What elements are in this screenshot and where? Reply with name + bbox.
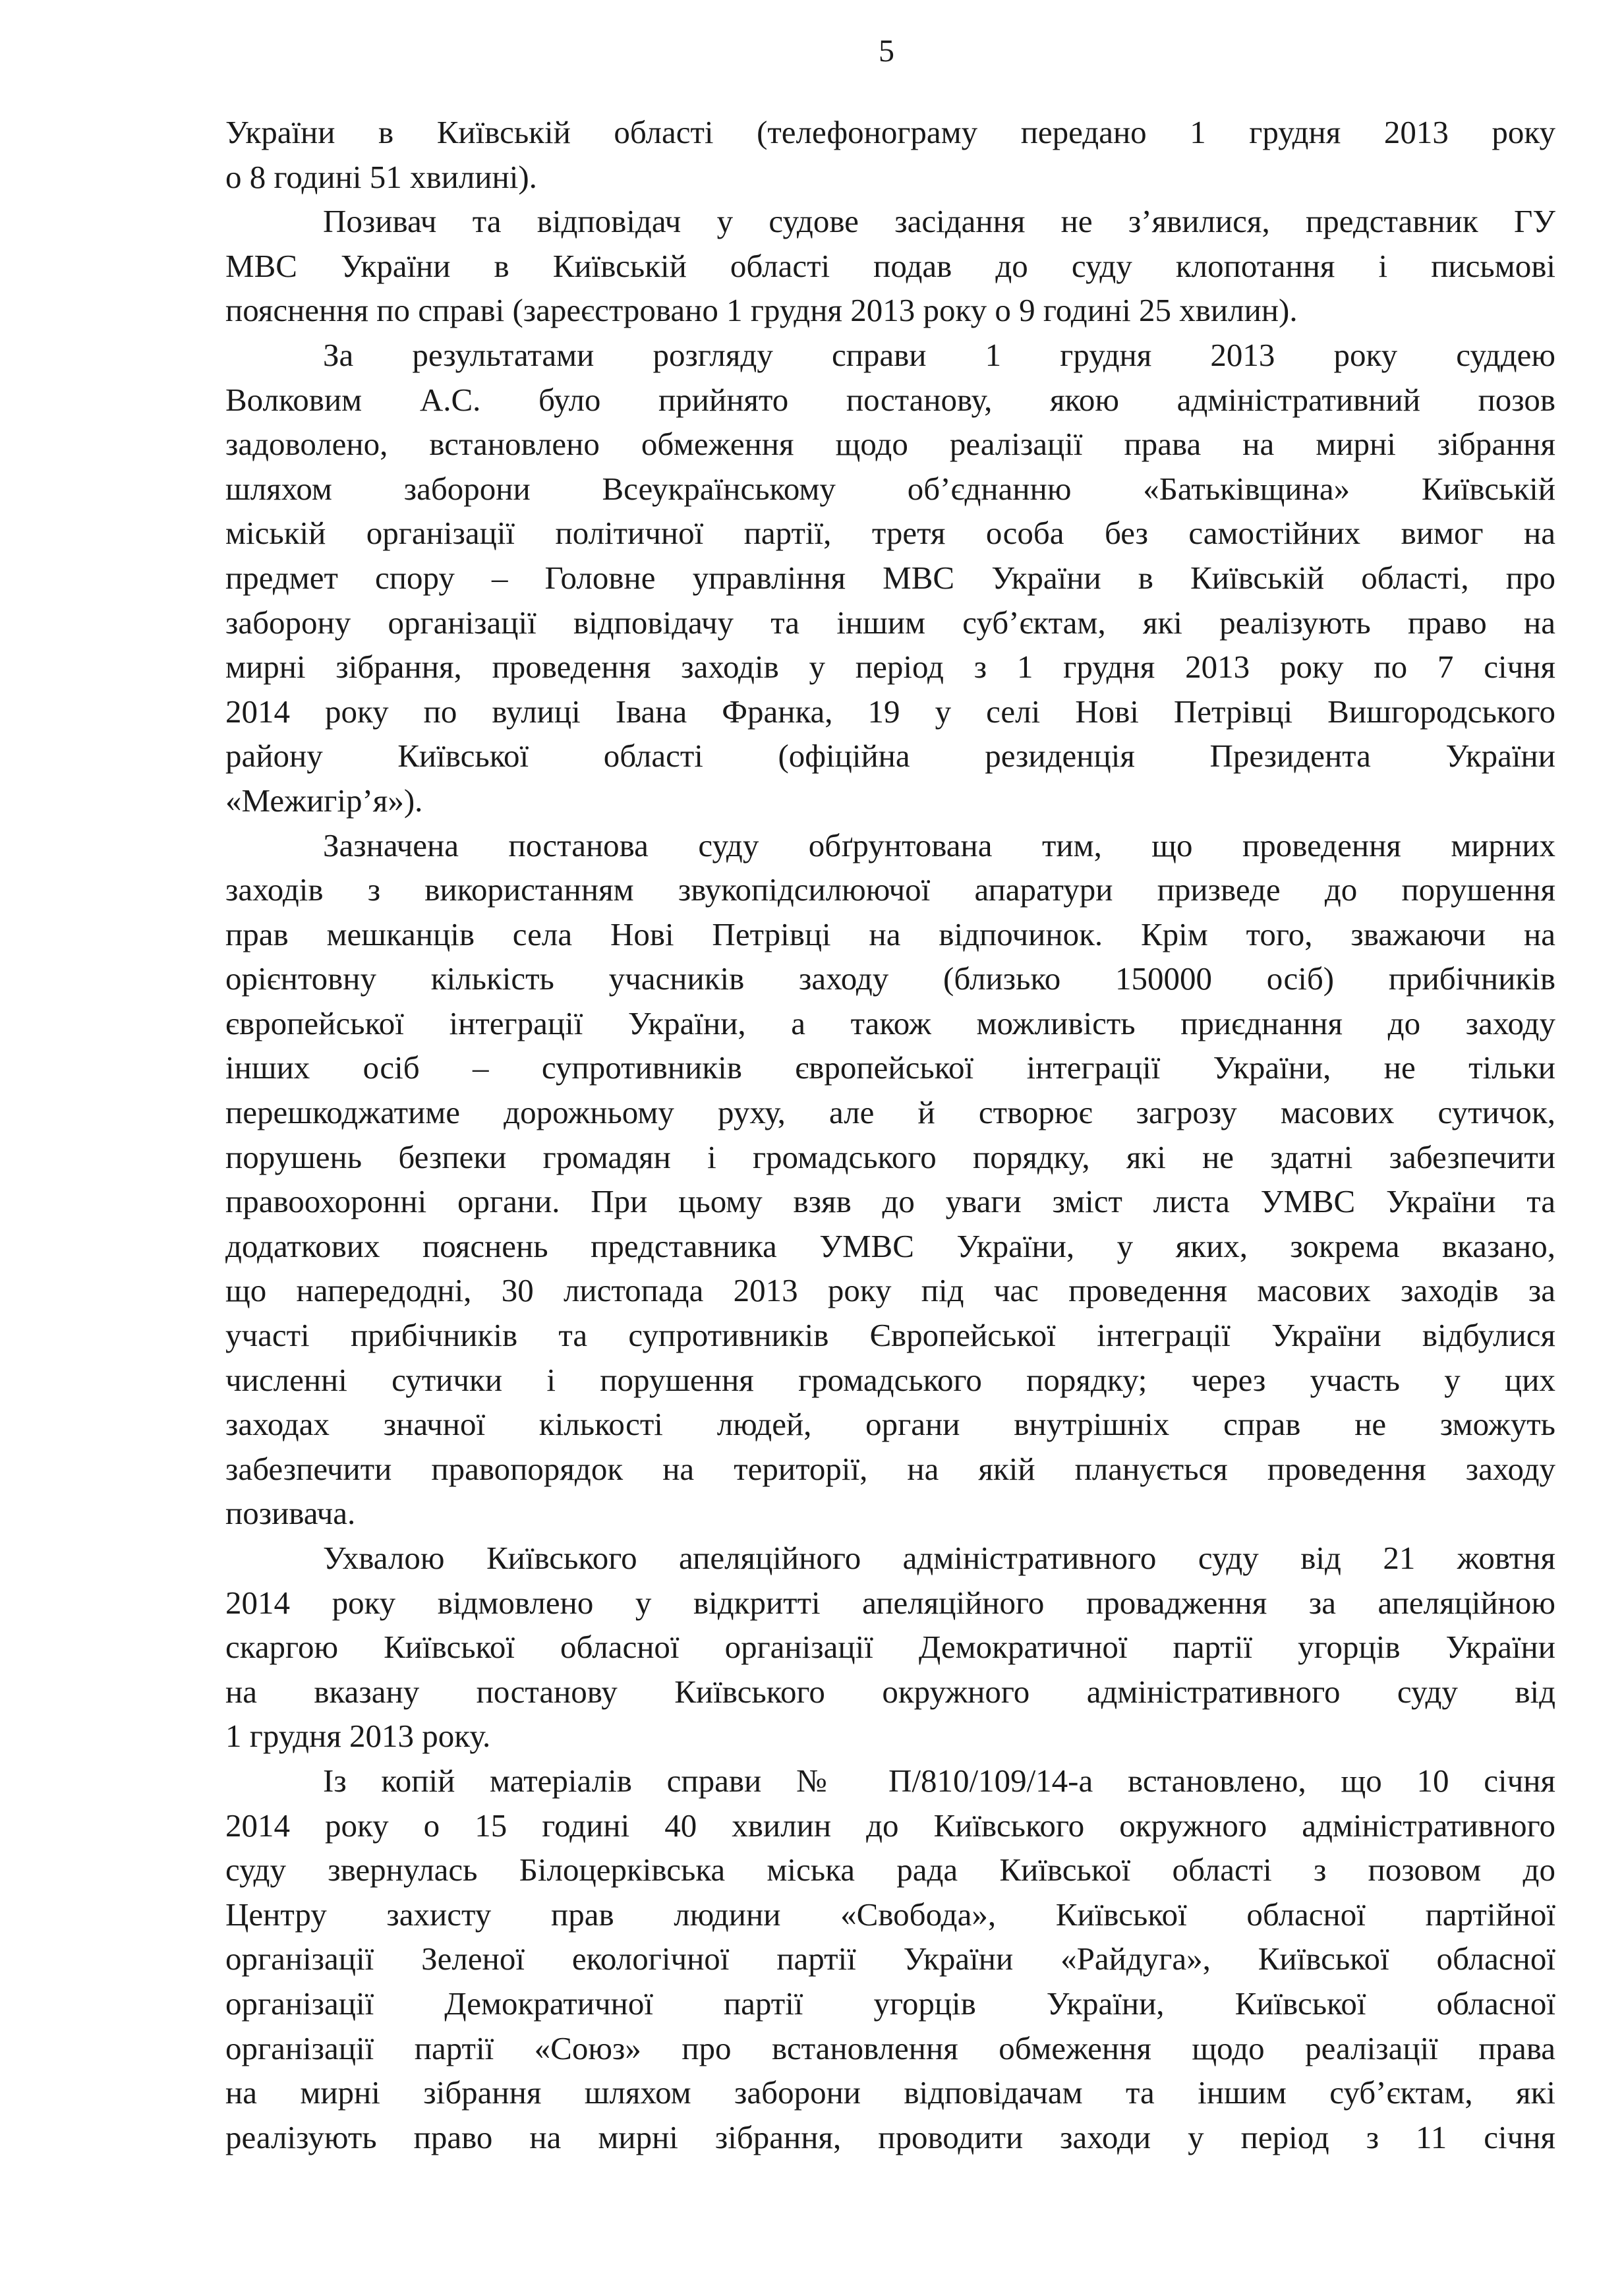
paragraph (225, 333, 1555, 823)
text-line: району Київської області (офіційна резиденція Президента України (225, 738, 1555, 774)
text-line: правоохоронні органи. При цьому взяв до уваги зміст листа УМВС України та (225, 1183, 1555, 1220)
text-line: Волковим А.С. було прийнято постанову, якою адміністративний позов (225, 381, 1555, 418)
document-body (225, 110, 1555, 2159)
text-line: на мирні зібрання шляхом заборони відповідачам та іншим суб’єктам, які (225, 2074, 1555, 2111)
paragraph (225, 110, 1555, 199)
text-line: заходів з використанням звукопідсилюючої апаратури призведе до порушення (225, 871, 1555, 908)
text-line: 2014 року о 15 годині 40 хвилин до Київського окружного адміністративного (225, 1807, 1555, 1844)
text-line: що напередодні, 30 листопада 2013 року під час проведення масових заходів за (225, 1272, 1555, 1309)
page-number: 5 (879, 34, 894, 69)
text-line: предмет спору – Головне управління МВС України в Київській області, про (225, 559, 1555, 596)
text-line: Центру захисту прав людини «Свобода», Київської обласної партійної (225, 1896, 1555, 1933)
text-line: інших осіб – супротивників європейської інтеграції України, не тільки (225, 1049, 1555, 1086)
paragraph (225, 199, 1555, 333)
text-line: Позивач та відповідач у судове засідання не з’явилися, представник ГУ (323, 203, 1555, 240)
text-line: МВС України в Київській області подав до суду клопотання і письмові (225, 247, 1555, 284)
text-line: 2014 року по вулиці Івана Франка, 19 у селі Нові Петрівці Вишгородського (225, 693, 1555, 730)
paragraph (225, 823, 1555, 1536)
text-line: шляхом заборони Всеукраїнському об’єднанню «Батьківщина» Київській (225, 470, 1555, 507)
text-line: міській організації політичної партії, третя особа без самостійних вимог на (225, 515, 1555, 552)
text-line: перешкоджатиме дорожньому руху, але й створює загрозу масових сутичок, (225, 1094, 1555, 1131)
text-line: 1 грудня 2013 року. (225, 1718, 491, 1755)
text-line: мирні зібрання, проведення заходів у період з 1 грудня 2013 року по 7 січня (225, 649, 1555, 686)
text-line: задоволено, встановлено обмеження щодо реалізації права на мирні зібрання (225, 426, 1555, 463)
text-line: 2014 року відмовлено у відкритті апеляційного провадження за апеляційною (225, 1584, 1555, 1621)
text-line: «Межигір’я»). (225, 782, 423, 819)
text-line: організації партії «Союз» про встановлення обмеження щодо реалізації права (225, 2030, 1555, 2066)
paragraph (225, 1536, 1555, 1759)
text-line: позивача. (225, 1495, 356, 1532)
text-line: європейської інтеграції України, а також можливість приєднання до заходу (225, 1005, 1555, 1041)
text-line: пояснення по справі (зареєстровано 1 грудня 2013 року о 9 годині 25 хвилин). (225, 292, 1298, 329)
text-line: орієнтовну кількість учасників заходу (близько 150000 осіб) прибічників (225, 960, 1555, 997)
text-line: Ухвалою Київського апеляційного адміністративного суду від 21 жовтня (323, 1540, 1555, 1576)
text-line: України в Київській області (телефонограму передано 1 грудня 2013 року (225, 114, 1555, 150)
text-line: За результатами розгляду справи 1 грудня 2013 року суддею (323, 336, 1555, 373)
text-line: організації Зеленої екологічної партії України «Райдуга», Київської обласної (225, 1941, 1555, 1977)
text-line: на вказану постанову Київського окружного адміністративного суду від (225, 1673, 1555, 1710)
text-line: скаргою Київської обласної організації Демократичної партії угорців України (225, 1629, 1555, 1666)
text-line: порушень безпеки громадян і громадського порядку, які не здатні забезпечити (225, 1138, 1555, 1175)
text-line: Із копій матеріалів справи № П/810/109/14-а встановлено, що 10 січня (323, 1762, 1555, 1799)
text-line: заходах значної кількості людей, органи внутрішніх справ не зможуть (225, 1406, 1555, 1443)
text-line: реалізують право на мирні зібрання, проводити заходи у період з 11 січня (225, 2118, 1555, 2155)
text-line: численні сутички і порушення громадського порядку; через участь у цих (225, 1361, 1555, 1398)
text-line: Зазначена постанова суду обґрунтована тим, що проведення мирних (323, 827, 1555, 863)
text-line: організації Демократичної партії угорців України, Київської обласної (225, 1985, 1555, 2022)
text-line: заборону організації відповідачу та іншим суб’єктам, які реалізують право на (225, 604, 1555, 641)
text-line: участі прибічників та супротивників Європейської інтеграції України відбулися (225, 1317, 1555, 1354)
text-line: прав мешканців села Нові Петрівці на відпочинок. Крім того, зважаючи на (225, 916, 1555, 952)
text-line: о 8 годині 51 хвилині). (225, 158, 537, 195)
text-line: суду звернулась Білоцерківська міська рада Київської області з позовом до (225, 1852, 1555, 1888)
text-line: додаткових пояснень представника УМВС України, у яких, зокрема вказано, (225, 1227, 1555, 1264)
text-line: забезпечити правопорядок на території, на якій планується проведення заходу (225, 1450, 1555, 1487)
paragraph (225, 1759, 1555, 2159)
